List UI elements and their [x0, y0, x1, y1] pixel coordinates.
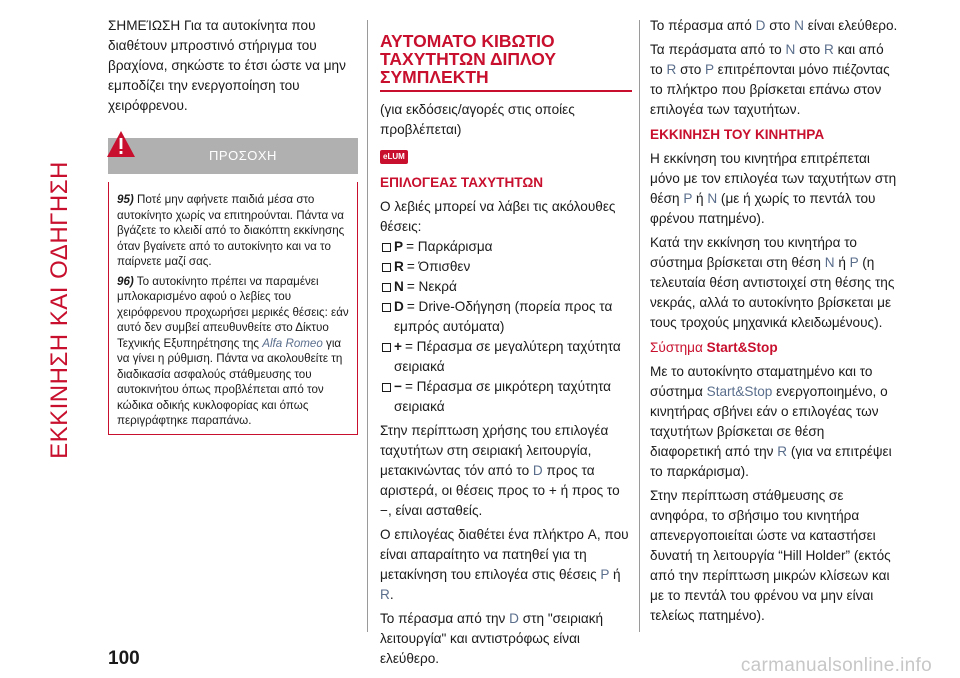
gear-option: R = Όπισθεν — [380, 257, 632, 277]
column-middle — [380, 16, 632, 673]
positions-intro: Ο λεβιές μπορεί να λάβει τις ακόλουθες θέσεις: — [380, 199, 616, 234]
gear-option: + = Πέρασμα σε μεγαλύτερη ταχύτητα σειριακά — [380, 337, 632, 377]
chapter-side-title — [40, 30, 80, 590]
chapter-title-text: ΕΚΚΙΝΗΣΗ ΚΑΙ ΟΔΗΓΗΣΗ — [46, 161, 74, 459]
warning-text: Το αυτοκίνητο πρέπει να παραμένει μπλοκαρισμένο αφού ο λεβίες του χειρόφρενου προχωρήσει μερικές θέσεις: εάν αυτό δεν συμβεί απευθυνθείτε στο Δίκτυο Τεχνικής Εξυπηρέτησης της — [117, 274, 349, 350]
warning-title: ΠΡΟΣΟΧΗ — [209, 148, 277, 163]
checkbox-square-icon — [382, 343, 391, 352]
warning-number: 95) — [117, 193, 134, 206]
gear-option: P = Παρκάρισμα — [380, 237, 632, 257]
note-paragraph: ΣΗΜΕΊΩΣΗ Για τα αυτοκίνητα που διαθέτουν μπροστινό στήριγμα του βραχίονα, σηκώστε το έτσι ώστε να μην εμποδίζει την ενεργοποίηση του χειρόφρενου. — [108, 18, 346, 113]
paragraph: Στην περίπτωση χρήσης του επιλογέα ταχυτήτων στη σειριακή λειτουργία, μετακινώντας τόν από το D προς τα αριστερά, οι θέσεις προς το + ή προς το −, είναι ασταθείς. — [380, 423, 620, 518]
column-divider — [367, 20, 368, 632]
warning-text: για να γίνει η ρύθμιση. Πάντα να ακολουθείτε τη διαδικασία ασφαλούς στάθμευσης του αυτοκινήτου όπως προβλέπεται από τον κώδικα οδικής κυκλοφορίας και όπως περιγράφτηκε παραπάνω. — [117, 336, 343, 427]
checkbox-square-icon — [382, 283, 391, 292]
subsection-title: Σύστημα Start&Stop — [650, 340, 778, 355]
subsection-title: ΕΚΚΙΝΗΣΗ ΤΟΥ ΚΙΝΗΤΗΡΑ — [650, 127, 825, 142]
gear-option: − = Πέρασμα σε μικρότερη ταχύτητα σειριακά — [380, 377, 632, 417]
paragraph: Κατά την εκκίνηση του κινητήρα το σύστημα βρίσκεται στη θέση N ή P (η τελευταία θέση αντιστοιχεί στη θέσης της νεκράς, αλλά το αυτοκίνητο βρίσκεται με τους τροχούς μηχανικά κλειδωμένους). — [650, 235, 895, 330]
checkbox-square-icon — [382, 303, 391, 312]
watermark: carmanualsonline.info — [740, 655, 932, 676]
warning-box — [108, 182, 358, 435]
elum-badge-icon: eLUM — [380, 150, 408, 164]
paragraph: Με το αυτοκίνητο σταματημένο και το σύστημα Start&Stop ενεργοποιημένο, ο κινητήρας σβήνει εάν ο επιλογέας των ταχυτήτων βρίσκεται σε θέση διαφορετική από την R (για να επιτρέψει το παρκάρισμα). — [650, 364, 892, 479]
gear-option: N = Νεκρά — [380, 277, 632, 297]
checkbox-square-icon — [382, 243, 391, 252]
paragraph: Η εκκίνηση του κινητήρα επιτρέπεται μόνο με τον επιλογέα των ταχυτήτων στη θέση P ή N (με ή χωρίς το πεντάλ του φρένου πατημένο). — [650, 151, 897, 226]
paragraph: Τα περάσματα από το N στο R και από το R στο P επιτρέπονται μόνο πιέζοντας το πλήκτρο που βρίσκεται επάνω στον επιλογέα των ταχυτήτων. — [650, 42, 890, 117]
column-left — [108, 16, 358, 435]
paragraph: Ο επιλογέας διαθέτει ένα πλήκτρο A, που είναι απαραίτητο να πατηθεί για τη μετακίνηση του επιλογέα στις θέσεις P ή R. — [380, 527, 629, 602]
page-number: 100 — [108, 648, 140, 669]
column-divider — [639, 20, 640, 632]
section-title: ΑΥΤΟΜΑΤΟ ΚΙΒΩΤΙΟ ΤΑΧΥΤΗΤΩΝ ΔΙΠΛΟΥ ΣΥΜΠΛΕΚΤΗ — [380, 32, 632, 92]
warning-header — [108, 138, 358, 174]
paragraph: Στην περίπτωση στάθμευσης σε ανηφόρα, το σβήσιμο του κινητήρα απενεργοποιείται ώστε να καταστήσει δυνατή τη λειτουργία “Hill Holder” (εκτός από την περίπτωση μικρών κλίσεων και με το πεντάλ του φρένου να μην είναι τελείως πατημένο). — [650, 488, 891, 623]
warning-text: Ποτέ μην αφήνετε παιδιά μέσα στο αυτοκίνητο χωρίς να επιτηρούνται. Πάντα να βγάζετε το κλειδί από το διακόπτη εκκίνησης όταν βγαίνετε από το αυτοκίνητο και να το παίρνετε μαζί σας. — [117, 193, 345, 268]
paragraph: Το πέρασμα από D στο N είναι ελεύθερο. — [650, 18, 898, 33]
warning-item-96 — [117, 274, 349, 429]
warning-item-95 — [117, 192, 349, 270]
column-right — [650, 16, 898, 630]
gear-option: D = Drive-Οδήγηση (πορεία προς τα εμπρός αυτόματα) — [380, 297, 632, 337]
checkbox-square-icon — [382, 383, 391, 392]
paragraph: Το πέρασμα από την D στη "σειριακή λειτουργία" και αντιστρόφως είναι ελεύθερο. — [380, 611, 604, 666]
warning-triangle-icon — [106, 130, 136, 158]
brand-name: Alfa Romeo — [262, 336, 323, 350]
warning-number: 96) — [117, 274, 134, 288]
subsection-title: ΕΠΙΛΟΓΕΑΣ ΤΑΧΥΤΗΤΩΝ — [380, 175, 544, 190]
checkbox-square-icon — [382, 263, 391, 272]
applicability-note: (για εκδόσεις/αγορές στις οποίες προβλέπεται) — [380, 102, 575, 137]
